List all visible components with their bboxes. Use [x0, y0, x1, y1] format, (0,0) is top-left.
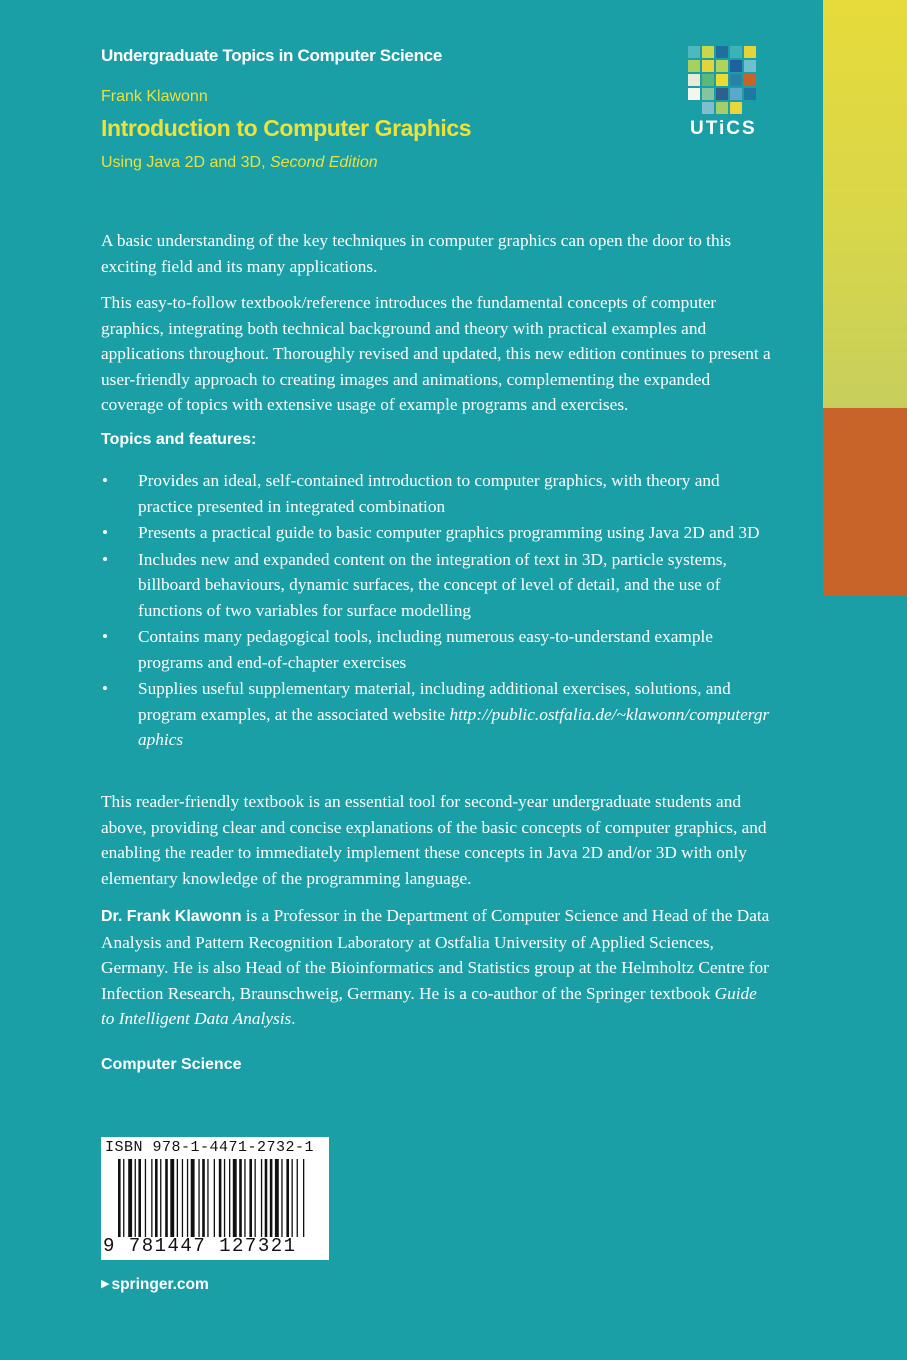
list-item: • Provides an ideal, self-contained introduction to computer graphics, with theory and practice presented in integrated combination: [101, 468, 771, 519]
subtitle-main: Using Java 2D and 3D,: [101, 154, 270, 171]
triangle-right-icon: ▶: [101, 1278, 110, 1290]
list-item-text: Supplies useful supplementary material, including additional exercises, solutions, and program examples, at the associated website: [138, 679, 731, 724]
series-name: Undergraduate Topics in Computer Science: [101, 46, 442, 65]
logo-mosaic-icon: [688, 46, 756, 114]
topics-heading: Topics and features:: [101, 431, 257, 448]
bio-book-title: Guide to Intelligent Data Analysis: [101, 983, 757, 1028]
utics-logo: [688, 46, 756, 146]
intro-text: A basic understanding of the key techniques in computer graphics can open the door to this exciting field and its many applications.: [101, 231, 732, 276]
barcode-bars-icon: [118, 1159, 324, 1237]
category-label: Computer Science: [101, 1056, 242, 1073]
bio-paragraph: [101, 903, 771, 1032]
list-item: • Presents a practical guide to basic computer graphics programming using Java 2D and 3D: [101, 520, 771, 546]
logo-text: UTiCS: [690, 118, 757, 139]
list-item: • Contains many pedagogical tools, including numerous easy-to-understand example programs and end-of-chapter exercises: [101, 624, 771, 675]
book-title: Introduction to Computer Graphics: [101, 115, 472, 141]
strip-teal: [823, 596, 907, 1360]
bio-end: .: [291, 1009, 296, 1028]
list-item: • Includes new and expanded content on the integration of text in 3D, particle systems, billboard behaviours, dynamic surfaces, the concept of level of detail, and the use of functions of two variables for surface modelling: [101, 547, 771, 624]
audience-text: This reader-friendly textbook is an essential tool for second-year undergraduate students and above, providing clear and concise explanations of the basic concepts of computer graphics, and enabling the reader to immediately implement these concepts in Java 2D and/or 3D with only elementary knowledge of the programming language.: [101, 792, 767, 888]
overview-text: This easy-to-follow textbook/reference introduces the fundamental concepts of computer graphics, integrating both technical background and theory with practical examples and applications throughout. Thoroughly revised and updated, this new edition continues to present a user-friendly approach to creating images and animations, complementing the expanded coverage of topics with extensive usage of example programs and exercises.: [101, 293, 771, 414]
strip-yellow: [823, 0, 907, 408]
bio-text: is a Professor in the Department of Computer Science and Head of the Data Analysis and Pattern Recognition Laboratory at Ostfalia University of Applied Sciences, Germany. He is also Head of the Bioinformatics and Statistics group at the Helmholtz Centre for Infection Research, Braunschweig, Germany. He is a co-author of the Springer textbook: [101, 906, 770, 1003]
list-item: [101, 676, 771, 753]
audience-paragraph: [101, 789, 771, 891]
overview-paragraph: [101, 290, 771, 418]
publisher-website[interactable]: [101, 1276, 209, 1294]
isbn-label: ISBN 978-1-4471-2732-1: [105, 1139, 315, 1156]
website-text: springer.com: [111, 1276, 209, 1293]
book-subtitle: [101, 154, 378, 172]
author-name: Frank Klawonn: [101, 88, 208, 105]
side-color-strip: [823, 0, 907, 1360]
subtitle-edition: Second Edition: [269, 154, 378, 171]
barcode-digits: 9 781447 127321: [103, 1235, 297, 1257]
topics-list: [101, 468, 771, 754]
intro-paragraph: [101, 228, 771, 279]
strip-orange: [823, 408, 907, 596]
website-url-link[interactable]: http://public.ostfalia.de/~klawonn/computergraphics: [138, 704, 770, 749]
bio-name: Dr. Frank Klawonn: [101, 908, 242, 925]
isbn-barcode: [101, 1137, 329, 1260]
